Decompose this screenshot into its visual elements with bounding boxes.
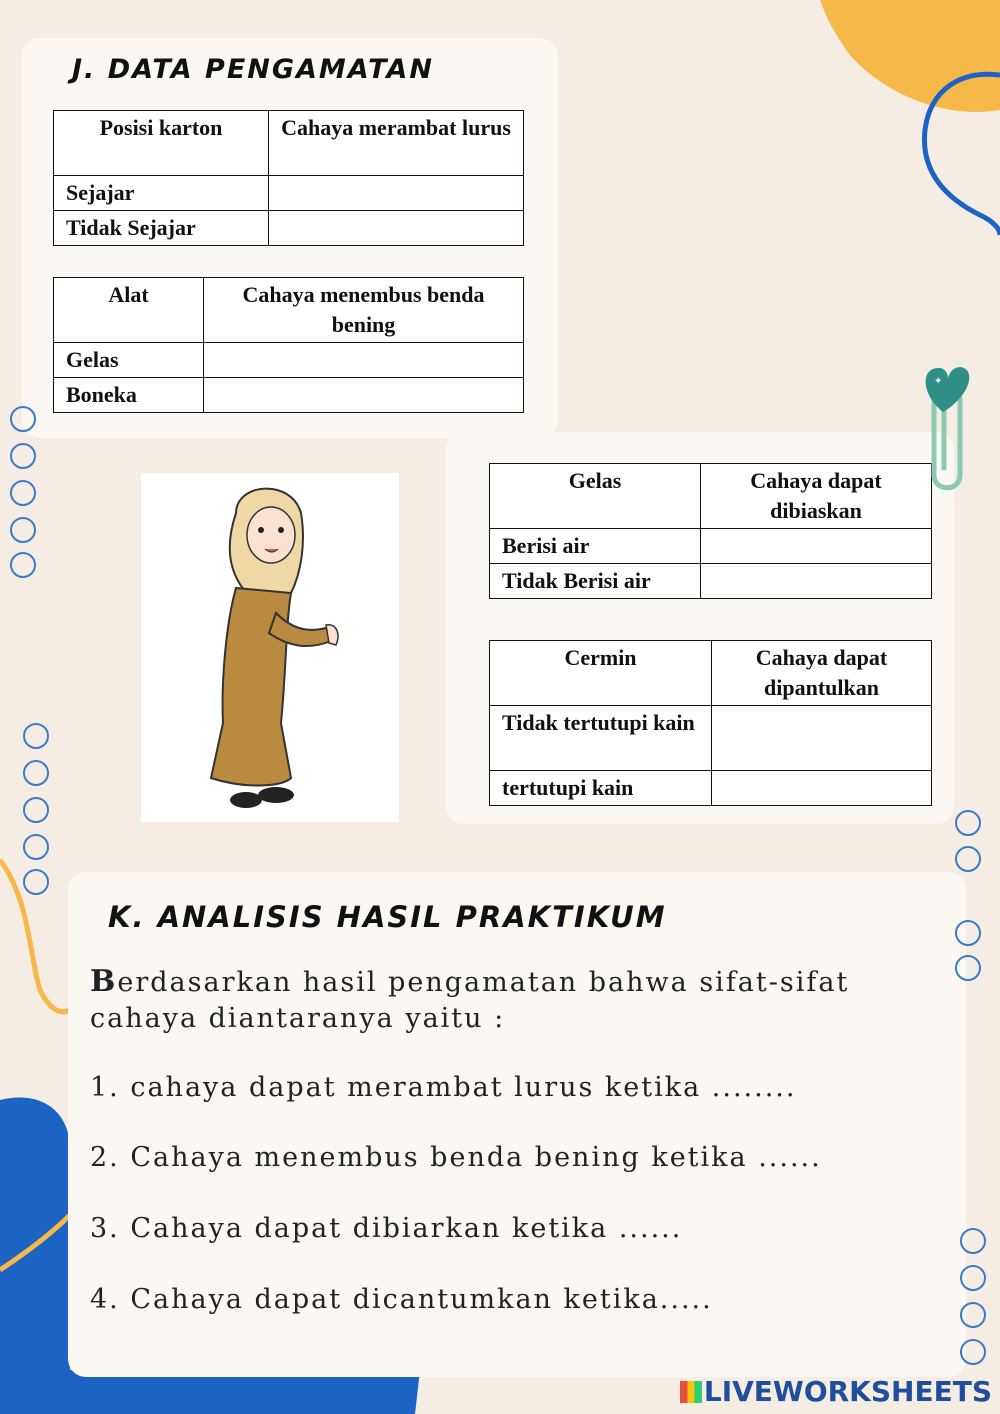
table-row-label: Tidak Sejajar: [54, 211, 269, 246]
answer-cell[interactable]: [269, 211, 524, 246]
decor-circle: [23, 723, 49, 749]
decor-circle: [955, 955, 981, 981]
table-row-label: Gelas: [54, 343, 204, 378]
decor-circle: [960, 1265, 986, 1291]
decor-circle: [23, 760, 49, 786]
table-row-label: tertutupi kain: [490, 771, 712, 806]
answer-cell[interactable]: [204, 378, 524, 413]
answer-cell[interactable]: [712, 706, 932, 771]
decor-circle: [960, 1339, 986, 1365]
table-gelas: [489, 463, 932, 599]
table-header: Alat: [54, 278, 204, 343]
analysis-intro: [90, 964, 920, 1037]
decor-circle: [960, 1228, 986, 1254]
answer-cell[interactable]: [712, 771, 932, 806]
logo-text: LIVEWORKSHEETS: [703, 1375, 992, 1408]
table-row-label: Boneka: [54, 378, 204, 413]
decor-circle: [955, 810, 981, 836]
decor-circle: [10, 443, 36, 469]
svg-text:✦: ✦: [934, 376, 943, 387]
decor-circle: [23, 869, 49, 895]
analysis-item-3[interactable]: 3. Cahaya dapat dibiarkan ketika ......: [90, 1213, 683, 1244]
table-cermin: [489, 640, 932, 806]
answer-cell[interactable]: [701, 529, 932, 564]
answer-cell[interactable]: [204, 343, 524, 378]
table-header: Cahaya merambat lurus: [269, 111, 524, 176]
decor-circle: [10, 406, 36, 432]
section-k-title: K. ANALISIS HASIL PRAKTIKUM: [108, 900, 667, 934]
liveworksheets-logo: [680, 1375, 992, 1408]
table-row-label: Tidak tertutupi kain: [490, 706, 712, 771]
table-posisi-karton: [53, 110, 524, 246]
section-j-title: J. DATA PENGAMATAN: [72, 54, 434, 85]
analysis-item-1[interactable]: 1. cahaya dapat merambat lurus ketika ........: [90, 1072, 797, 1103]
intro-drop-letter: B: [90, 964, 118, 999]
analysis-item-2[interactable]: 2. Cahaya menembus benda bening ketika ......: [90, 1142, 822, 1173]
table-header: Cermin: [490, 641, 712, 706]
decor-circle: [23, 834, 49, 860]
paperclip-heart-icon: [912, 360, 974, 500]
table-header: Gelas: [490, 464, 701, 529]
decor-circle: [10, 517, 36, 543]
table-row-label: Tidak Berisi air: [490, 564, 701, 599]
table-header: Cahaya menembus benda bening: [204, 278, 524, 343]
decor-circle: [23, 797, 49, 823]
decor-circle: [955, 846, 981, 872]
table-header: Cahaya dapat dipantulkan: [712, 641, 932, 706]
decor-circle: [10, 480, 36, 506]
teacher-illustration: [141, 473, 399, 822]
logo-mark-icon: [680, 1381, 702, 1403]
decor-circle: [10, 552, 36, 578]
table-header: Posisi karton: [54, 111, 269, 176]
decor-circle: [960, 1302, 986, 1328]
answer-cell[interactable]: [701, 564, 932, 599]
table-alat: [53, 277, 524, 413]
table-row-label: Berisi air: [490, 529, 701, 564]
table-row-label: Sejajar: [54, 176, 269, 211]
answer-cell[interactable]: [269, 176, 524, 211]
analysis-item-4[interactable]: 4. Cahaya dapat dicantumkan ketika.....: [90, 1284, 713, 1315]
decor-circle: [955, 920, 981, 946]
table-header: Cahaya dapat dibiaskan: [701, 464, 932, 529]
intro-text: erdasarkan hasil pengamatan bahwa sifat-sifat cahaya diantaranya yaitu :: [90, 967, 850, 1034]
